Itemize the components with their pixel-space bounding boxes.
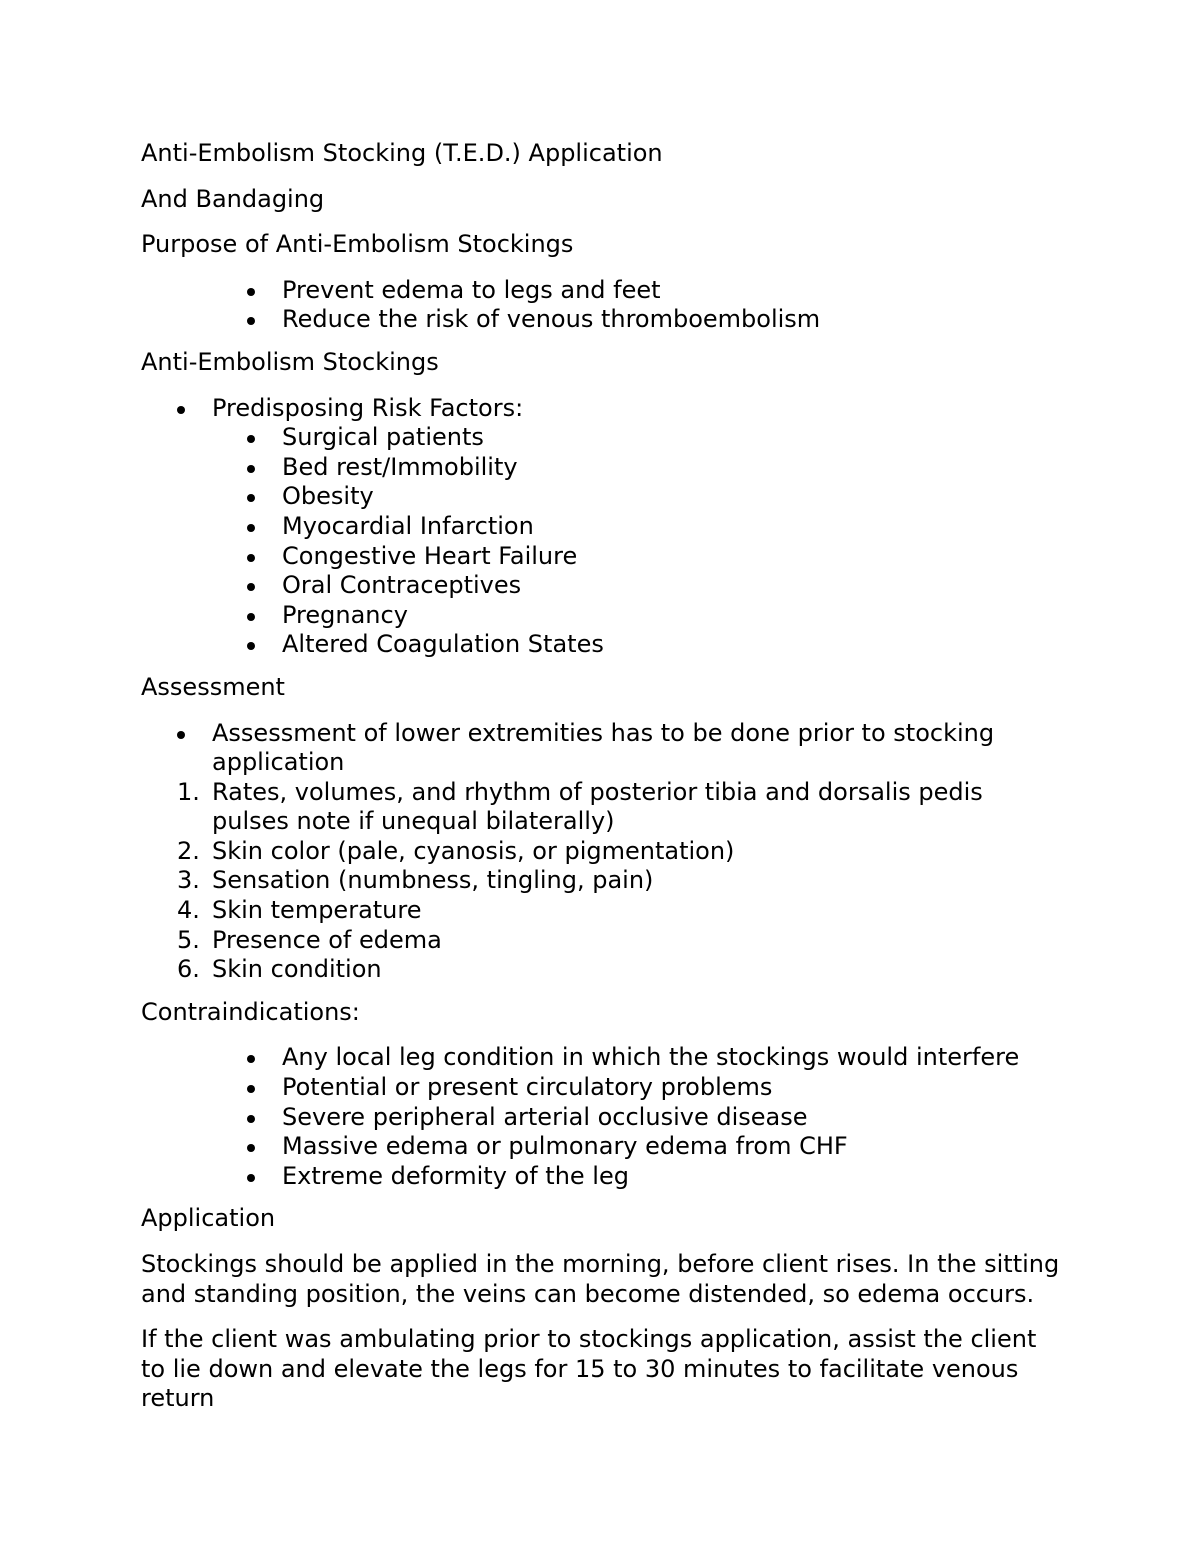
- item-number: 2.: [177, 836, 200, 865]
- item-text: Skin temperature: [212, 896, 422, 925]
- list-item: Surgical patients: [141, 423, 1061, 453]
- list-item: Potential or present circulatory problems: [141, 1073, 1061, 1103]
- application-paragraph: If the client was ambulating prior to stockings application, assist the client to lie down and elevate the legs for 15 to 30 minutes to facilitate venous return: [141, 1325, 1037, 1413]
- item-number: 4.: [177, 896, 200, 925]
- purpose-list: [141, 276, 1061, 335]
- list-item: Extreme deformity of the leg: [141, 1162, 1061, 1192]
- list-item: Bed rest/Immobility: [141, 453, 1061, 483]
- item-text: Rates, volumes, and rhythm of posterior tibia and dorsalis pedis pulses note if unequal bilaterally): [212, 777, 983, 836]
- application-heading: Application: [141, 1204, 276, 1233]
- list-item: Reduce the risk of venous thromboembolism: [141, 305, 1061, 335]
- stockings-heading: Anti-Embolism Stockings: [141, 347, 439, 376]
- list-item: Congestive Heart Failure: [141, 542, 1061, 572]
- numbered-item: [141, 837, 1061, 867]
- assessment-intro-list: [141, 719, 1061, 778]
- risk-factors-list: [141, 394, 1061, 660]
- item-text: Sensation (numbness, tingling, pain): [212, 866, 654, 895]
- application-paragraph: Stockings should be applied in the morning, before client rises. In the sitting and standing position, the veins can become distended, so edema occurs.: [141, 1250, 1060, 1308]
- item-number: 1.: [177, 777, 200, 806]
- purpose-heading: Purpose of Anti-Embolism Stockings: [141, 230, 574, 259]
- list-item: Obesity: [141, 482, 1061, 512]
- numbered-item: [141, 896, 1061, 926]
- list-item: Massive edema or pulmonary edema from CHF: [141, 1132, 1061, 1162]
- risk-factors-heading: Predisposing Risk Factors:: [141, 394, 1061, 424]
- assessment-intro: Assessment of lower extremities has to be done prior to stocking application: [141, 719, 1061, 778]
- document-title: Anti-Embolism Stocking (T.E.D.) Application: [141, 139, 663, 167]
- document-page: [141, 139, 1061, 1430]
- list-item: Myocardial Infarction: [141, 512, 1061, 542]
- contraindications-heading: Contraindications:: [141, 997, 360, 1026]
- list-item: Prevent edema to legs and feet: [141, 276, 1061, 306]
- item-text: Presence of edema: [212, 925, 442, 954]
- list-item: Pregnancy: [141, 601, 1061, 631]
- item-number: 6.: [177, 955, 200, 984]
- numbered-item: [141, 926, 1061, 956]
- numbered-item: [141, 955, 1061, 985]
- document-subtitle: And Bandaging: [141, 184, 325, 213]
- item-text: Skin color (pale, cyanosis, or pigmentation): [212, 836, 735, 865]
- numbered-item: [141, 866, 1061, 896]
- list-item: Any local leg condition in which the stockings would interfere: [141, 1043, 1061, 1073]
- numbered-item: [141, 778, 1061, 837]
- list-item: Oral Contraceptives: [141, 571, 1061, 601]
- assessment-heading: Assessment: [141, 672, 285, 701]
- contraindications-list: [141, 1043, 1061, 1191]
- item-number: 5.: [177, 925, 200, 954]
- item-number: 3.: [177, 866, 200, 895]
- item-text: Skin condition: [212, 955, 382, 984]
- list-item: Severe peripheral arterial occlusive disease: [141, 1103, 1061, 1133]
- assessment-numbered-list: [141, 778, 1061, 985]
- list-item: Altered Coagulation States: [141, 630, 1061, 660]
